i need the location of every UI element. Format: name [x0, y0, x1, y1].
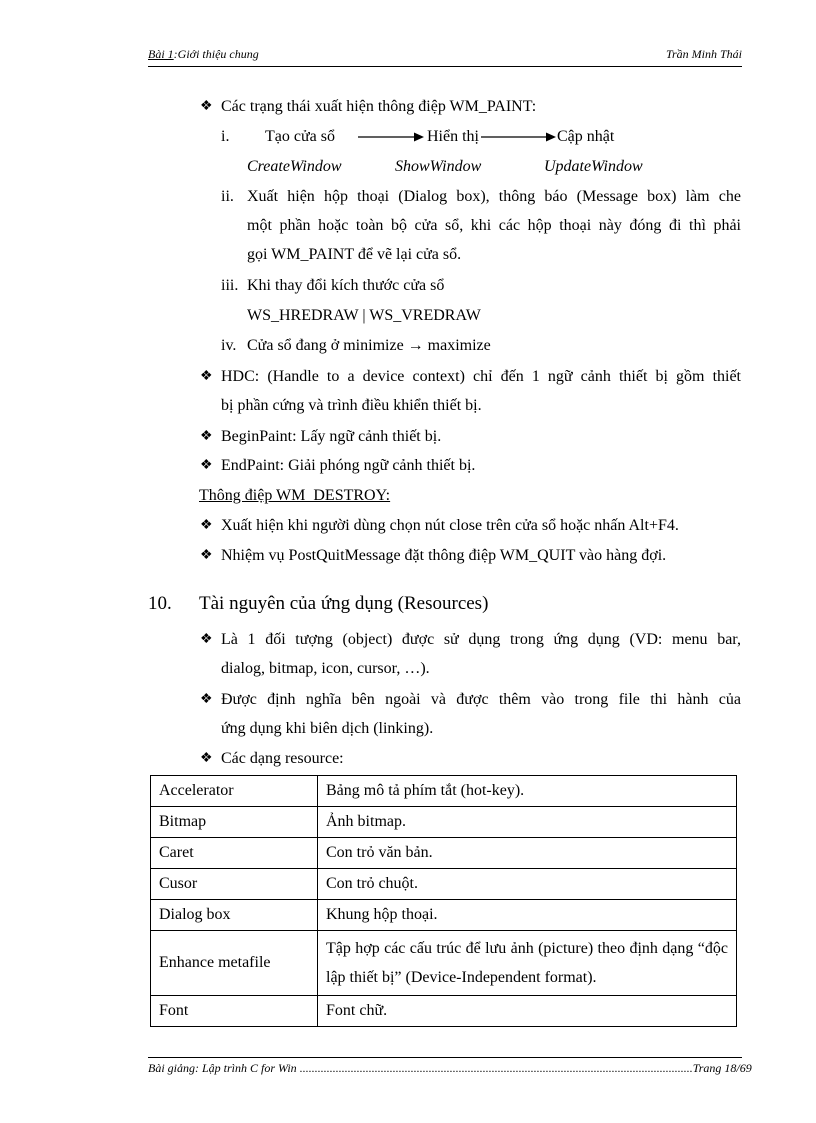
item-iii-line1: Khi thay đổi kích thước cửa sổ	[247, 277, 445, 294]
footer-course: Bài giảng: Lập trình C for Win	[148, 1061, 297, 1075]
header-lesson-number: Bài 1	[148, 47, 174, 61]
bullet-icon: ❖	[200, 99, 213, 114]
table-row	[151, 838, 737, 869]
resource-desc: Ảnh bitmap.	[318, 807, 737, 838]
resource-name: Cusor	[151, 869, 318, 900]
resource-desc: Con trỏ văn bản.	[318, 838, 737, 869]
item-iv-number: iv.	[221, 337, 237, 354]
header-lesson-title: :Giới thiệu chung	[173, 47, 259, 61]
table-row	[151, 776, 737, 807]
item-ii-line2: một phần hoặc toàn bộ cửa sổ, khi các hộp thoại này đóng đi thì phải	[247, 217, 741, 234]
resource-def-line2: dialog, bitmap, icon, cursor, …).	[221, 660, 430, 677]
hdc-line2: bị phần cứng và trình điều khiển thiết bị.	[221, 397, 482, 414]
wm-destroy-bullet-1: Xuất hiện khi người dùng chọn nút close trên cửa sổ hoặc nhấn Alt+F4.	[221, 517, 679, 534]
table-row	[151, 996, 737, 1027]
resource-types-label: Các dạng resource:	[221, 750, 344, 767]
resource-name: Enhance metafile	[151, 931, 318, 996]
resource-desc: Con trỏ chuột.	[318, 869, 737, 900]
func-show-window: ShowWindow	[395, 158, 482, 175]
resource-desc: Bảng mô tả phím tắt (hot-key).	[318, 776, 737, 807]
table-row	[151, 900, 737, 931]
bullet-icon: ❖	[200, 458, 213, 473]
footer-divider	[148, 1057, 742, 1058]
wm-paint-intro: Các trạng thái xuất hiện thông điệp WM_PAINT:	[221, 98, 537, 115]
hdc-line1: HDC: (Handle to a device context) chỉ đến 1 ngữ cảnh thiết bị gồm thiết	[221, 368, 741, 385]
item-iii-line2: WS_HREDRAW | WS_VREDRAW	[247, 307, 481, 324]
section-title: Tài nguyên của ứng dụng (Resources)	[199, 593, 489, 614]
item-i-number: i.	[221, 128, 230, 145]
item-iv-text: Cửa sổ đang ở minimize → maximize	[247, 337, 491, 354]
page-header	[148, 47, 742, 65]
header-left	[148, 47, 259, 62]
item-i-create: Tạo cửa sổ	[265, 128, 335, 145]
resource-desc: Tập hợp các cấu trúc để lưu ảnh (picture) theo định dạng “độc lập thiết bị” (Device-Independent format).	[318, 931, 737, 996]
arrow-right-icon	[481, 131, 556, 143]
header-author: Trần Minh Thái	[665, 47, 742, 61]
func-update-window: UpdateWindow	[544, 158, 643, 175]
begin-paint-text: BeginPaint: Lấy ngữ cảnh thiết bị.	[221, 428, 442, 445]
item-ii-line3: gọi WM_PAINT để vẽ lại cửa sổ.	[247, 246, 462, 263]
bullet-icon: ❖	[200, 429, 213, 444]
item-ii-line1: Xuất hiện hộp thoại (Dialog box), thông báo (Message box) làm che	[247, 188, 741, 205]
footer-page-number: Trang 18/69	[692, 1061, 752, 1075]
bullet-icon: ❖	[200, 369, 213, 384]
resource-name: Bitmap	[151, 807, 318, 838]
table-row	[151, 807, 737, 838]
item-ii-number: ii.	[221, 188, 234, 205]
section-number: 10.	[148, 593, 172, 614]
wm-destroy-heading: Thông điệp WM_DESTROY:	[199, 487, 391, 504]
resource-link-line2: ứng dụng khi biên dịch (linking).	[221, 720, 434, 737]
item-iii-number: iii.	[221, 277, 239, 294]
resource-def-line1: Là 1 đối tượng (object) được sử dụng trong ứng dụng (VD: menu bar,	[221, 631, 741, 648]
bullet-icon: ❖	[200, 518, 213, 533]
bullet-icon: ❖	[200, 548, 213, 563]
header-divider	[148, 66, 742, 67]
arrow-right-icon	[358, 131, 424, 143]
page-footer	[148, 1061, 752, 1076]
resource-name: Caret	[151, 838, 318, 869]
bullet-icon: ❖	[200, 751, 213, 766]
item-i-show: Hiển thị	[427, 128, 479, 145]
resource-link-line1: Được định nghĩa bên ngoài và được thêm vào trong file thi hành của	[221, 691, 741, 708]
resource-desc: Font chữ.	[318, 996, 737, 1027]
resource-table	[150, 775, 737, 1027]
resource-desc: Khung hộp thoại.	[318, 900, 737, 931]
end-paint-text: EndPaint: Giải phóng ngữ cảnh thiết bị.	[221, 457, 476, 474]
resource-name: Accelerator	[151, 776, 318, 807]
item-i-update: Cập nhật	[557, 128, 615, 145]
func-create-window: CreateWindow	[247, 158, 342, 175]
wm-destroy-bullet-2: Nhiệm vụ PostQuitMessage đặt thông điệp WM_QUIT vào hàng đợi.	[221, 547, 667, 564]
resource-name: Font	[151, 996, 318, 1027]
bullet-icon: ❖	[200, 632, 213, 647]
bullet-icon: ❖	[200, 692, 213, 707]
footer-dots: ...................................................................................................................................	[299, 1061, 693, 1075]
table-row	[151, 869, 737, 900]
table-row	[151, 931, 737, 996]
resource-name: Dialog box	[151, 900, 318, 931]
